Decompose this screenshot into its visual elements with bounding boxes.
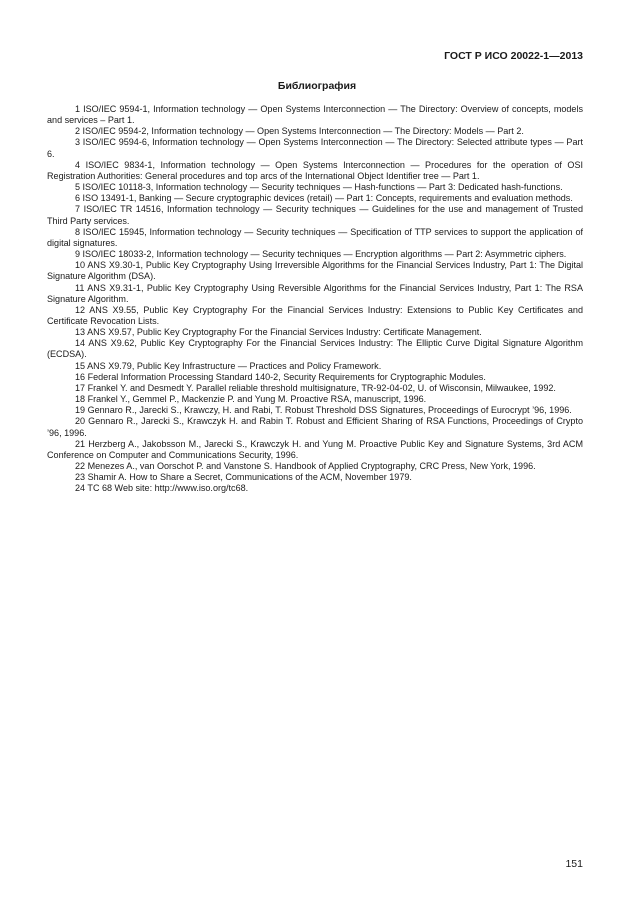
bibliography-entry: 14 ANS X9.62, Public Key Cryptography For the Financial Services Industry: The Elliptic Curve Digital Signature Algorithm (ECDSA). bbox=[47, 338, 583, 360]
bibliography-entry: 4 ISO/IEC 9834-1, Information technology — Open Systems Interconnection — Procedures for the operation of OSI Registration Authorities: General procedures and top arcs of the International Object Identifier tree — Part 1. bbox=[47, 159, 583, 181]
bibliography-entry: 18 Frankel Y., Gemmel P., Mackenzie P. and Yung M. Proactive RSA, manuscript, 1996. bbox=[75, 394, 427, 405]
bibliography-entry: 24 TC 68 Web site: http://www.iso.org/tc68. bbox=[75, 483, 249, 494]
document-code-header: ГОСТ Р ИСО 20022-1—2013 bbox=[444, 50, 583, 62]
bibliography-entry: 2 ISO/IEC 9594-2, Information technology — Open Systems Interconnection — The Directory: Models — Part 2. bbox=[75, 126, 524, 137]
bibliography-entry: 21 Herzberg A., Jakobsson M., Jarecki S., Krawczyk H. and Yung M. Proactive Public Key and Signature Systems, 3rd ACM Conference on Computer and Communications Security, 1996. bbox=[47, 438, 583, 460]
bibliography-entry: 1 ISO/IEC 9594-1, Information technology — Open Systems Interconnection — The Directory: Overview of concepts, models and services – Part 1. bbox=[47, 104, 583, 126]
bibliography-entry: 8 ISO/IEC 15945, Information technology — Security techniques — Specification of TTP services to support the application of digital signatures. bbox=[47, 226, 583, 248]
bibliography-entry: 7 ISO/IEC TR 14516, Information technology — Security techniques — Guidelines for the use and management of Trusted Third Party services. bbox=[47, 204, 583, 226]
bibliography-entry: 11 ANS X9.31-1, Public Key Cryptography Using Reversible Algorithms for the Financial Services Industry, Part 1: The RSA Signature Algorithm. bbox=[47, 282, 583, 304]
bibliography-entry: 19 Gennaro R., Jarecki S., Krawczy, H. and Rabi, T. Robust Threshold DSS Signatures, Proceedings of Eurocrypt ’96, 1996. bbox=[75, 405, 572, 416]
bibliography-list bbox=[47, 104, 583, 494]
bibliography-entry: 22 Menezes A., van Oorschot P. and Vanstone S. Handbook of Applied Cryptography, CRC Press, New York, 1996. bbox=[75, 461, 536, 471]
bibliography-entry: 16 Federal Information Processing Standard 140-2, Security Requirements for Cryptographic Modules. bbox=[75, 371, 486, 382]
bibliography-entry: 3 ISO/IEC 9594-6, Information technology — Open Systems Interconnection — The Directory: Selected attribute types — Part 6. bbox=[47, 137, 583, 159]
bibliography-entry: 5 ISO/IEC 10118-3, Information technology — Security techniques — Hash-functions — Part 3: Dedicated hash-functions. bbox=[75, 182, 563, 193]
bibliography-entry: 17 Frankel Y. and Desmedt Y. Parallel reliable threshold multisignature, TR-92-04-02, U. of Wisconsin, Milwaukee, 1992. bbox=[75, 382, 556, 393]
bibliography-entry: 13 ANS X9.57, Public Key Cryptography For the Financial Services Industry: Certificate Management. bbox=[75, 327, 482, 338]
bibliography-entry: 10 ANS X9.30-1, Public Key Cryptography Using Irreversible Algorithms for the Financial Services Industry, Part 1: The Digital Signature Algorithm (DSA). bbox=[47, 260, 583, 282]
bibliography-entry: 20 Gennaro R., Jarecki S., Krawczyk H. and Rabin T. Robust and Efficient Sharing of RSA Functions, Proceedings of Crypto ’96, 1996. bbox=[47, 416, 583, 438]
bibliography-entry: 23 Shamir A. How to Share a Secret, Communications of the ACM, November 1979. bbox=[75, 472, 412, 483]
page-number: 151 bbox=[565, 858, 583, 870]
bibliography-entry: 12 ANS X9.55, Public Key Cryptography For the Financial Services Industry: Extensions to Public Key Certificates and Certificate Revocation Lists. bbox=[47, 304, 583, 326]
bibliography-entry: 15 ANS X9.79, Public Key Infrastructure — Practices and Policy Framework. bbox=[75, 360, 382, 371]
bibliography-entry: 9 ISO/IEC 18033-2, Information technology — Security techniques — Encryption algorithms — Part 2: Asymmetric ciphers. bbox=[75, 249, 567, 260]
bibliography-title: Библиография bbox=[277, 80, 357, 92]
bibliography-entry: 6 ISO 13491-1, Banking — Secure cryptographic devices (retail) — Part 1: Concepts, requirements and evaluation methods. bbox=[75, 193, 573, 204]
